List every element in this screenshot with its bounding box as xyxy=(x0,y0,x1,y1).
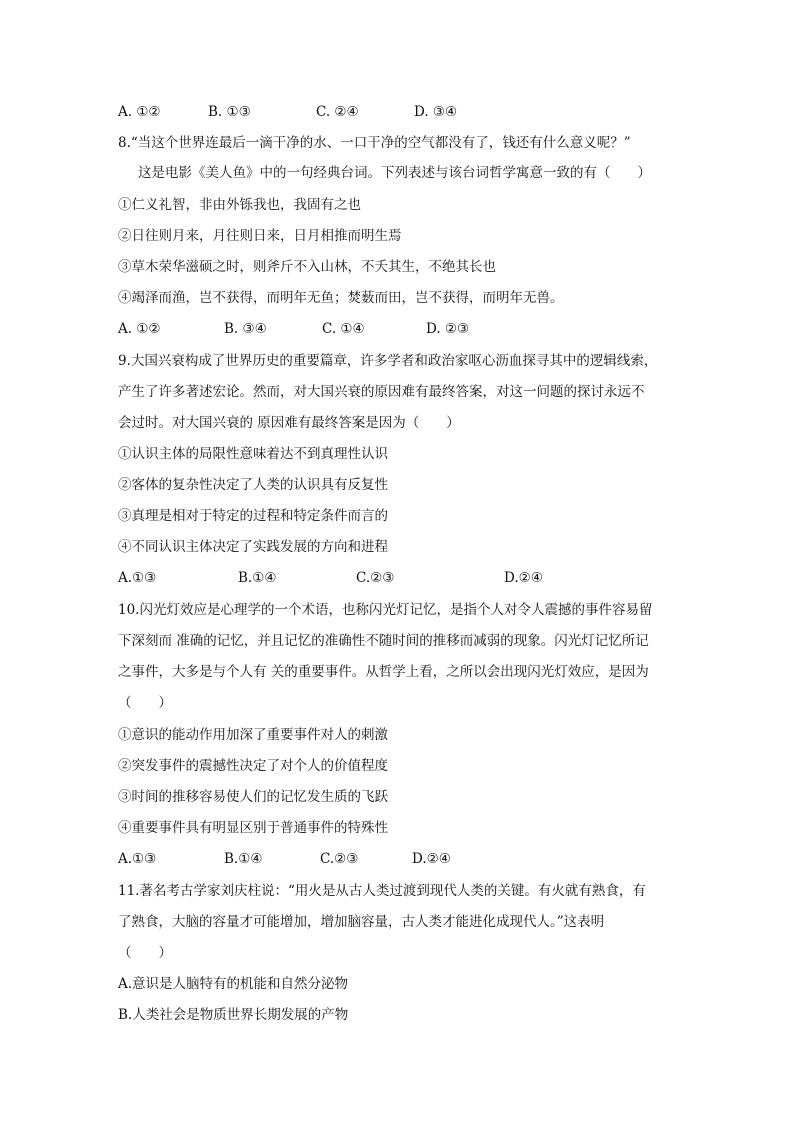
q10-stem-line-1: 10.闪光灯效应是心理学的一个术语，也称闪光灯记忆，是指个人对令人震撼的事件容易留 xyxy=(118,602,653,618)
q9-stem-line-1: 9.大国兴衰构成了世界历史的重要篇章，许多学者和政治家呕心沥血探寻其中的逻辑线索， xyxy=(118,353,658,369)
q11-stem-line-3: （ ） xyxy=(118,945,172,961)
q7-option-d: D. ③④ xyxy=(414,104,458,120)
q10-option-a: A.①③ xyxy=(118,851,157,867)
q9-stem-line-2: 产生了许多著述宏论。然而，对大国兴衰的原因难有最终答案，对这一问题的探讨永远不 xyxy=(118,384,645,400)
q8-option-c: C. ①④ xyxy=(322,321,365,337)
q11-stem-line-2: 了熟食，大脑的容量才可能增加，增加脑容量，古人类才能进化成现代人。”这表明 xyxy=(118,914,605,930)
q8-item-4: ④竭泽而渔，岂不获得，而明年无鱼；焚薮而田，岂不获得，而明年无兽。 xyxy=(118,290,564,306)
q8-item-1: ①仁义礼智，非由外铄我也，我固有之也 xyxy=(118,197,361,213)
q8-item-3: ③草木荣华滋硕之时，则斧斤不入山林，不夭其生，不绝其长也 xyxy=(118,259,496,275)
q9-option-a: A.①③ xyxy=(118,570,157,586)
q8-item-2: ②日往则月来，月往则日来，日月相推而明生焉 xyxy=(118,228,402,244)
q9-item-3: ③真理是相对于特定的过程和特定条件而言的 xyxy=(118,508,388,524)
q8-option-b: B. ③④ xyxy=(224,321,267,337)
q9-item-2: ②客体的复杂性决定了人类的认识具有反复性 xyxy=(118,477,388,493)
q9-options xyxy=(118,569,578,587)
q7-option-c: C. ②④ xyxy=(316,104,359,120)
q9-stem-line-3: 会过时。对大国兴衰的 原因难有最终答案是因为（ ） xyxy=(118,415,460,431)
q9-option-c: C.②③ xyxy=(356,570,395,586)
q10-option-b: B.①④ xyxy=(224,851,263,867)
q10-options xyxy=(118,850,478,868)
q10-item-1: ①意识的能动作用加深了重要事件对人的刺激 xyxy=(118,727,388,743)
q11-stem-line-1: 11.著名考古学家刘庆柱说：“用火是从古人类过渡到现代人类的关键。有火就有熟食，有 xyxy=(118,883,646,899)
q8-option-d: D. ②③ xyxy=(426,321,470,337)
q7-options xyxy=(118,103,478,121)
q10-option-d: D.②④ xyxy=(412,851,451,867)
q7-option-a: A. ①② xyxy=(118,104,161,120)
q11-option-b: B.人类社会是物质世界长期发展的产物 xyxy=(118,1007,349,1023)
q7-option-b: B. ①③ xyxy=(208,104,251,120)
q10-item-4: ④重要事件具有明显区别于普通事件的特殊性 xyxy=(118,820,388,836)
q9-option-d: D.②④ xyxy=(504,570,543,586)
q9-option-b: B.①④ xyxy=(238,570,277,586)
q10-stem-line-4: （ ） xyxy=(118,695,172,711)
q10-stem-line-3: 之事件，大多是与个人有 关的重要事件。从哲学上看，之所以会出现闪光灯效应，是因为 xyxy=(118,664,649,680)
q8-stem-line-1: 8.“当这个世界连最后一滴干净的水、一口干净的空气都没有了，钱还有什么意义呢？” xyxy=(118,135,631,151)
q11-option-a: A.意识是人脑特有的机能和自然分泌物 xyxy=(118,976,349,992)
q10-item-2: ②突发事件的震撼性决定了对个人的价值程度 xyxy=(118,758,388,774)
q9-item-1: ①认识主体的局限性意味着达不到真理性认识 xyxy=(118,446,388,462)
q8-option-a: A. ①② xyxy=(118,321,161,337)
q10-option-c: C.②③ xyxy=(320,851,359,867)
q9-item-4: ④不同认识主体决定了实践发展的方向和进程 xyxy=(118,539,388,555)
q8-stem-line-2: 这是电影《美人鱼》中的一句经典台词。下列表述与该台词哲学寓意一致的有（ ） xyxy=(138,165,651,181)
q10-item-3: ③时间的推移容易使人们的记忆发生质的飞跃 xyxy=(118,789,388,805)
q10-stem-line-2: 下深刻而 准确的记忆，并且记忆的准确性不随时间的推移而减弱的现象。闪光灯记忆所记 xyxy=(118,633,649,649)
q8-options xyxy=(118,320,498,338)
